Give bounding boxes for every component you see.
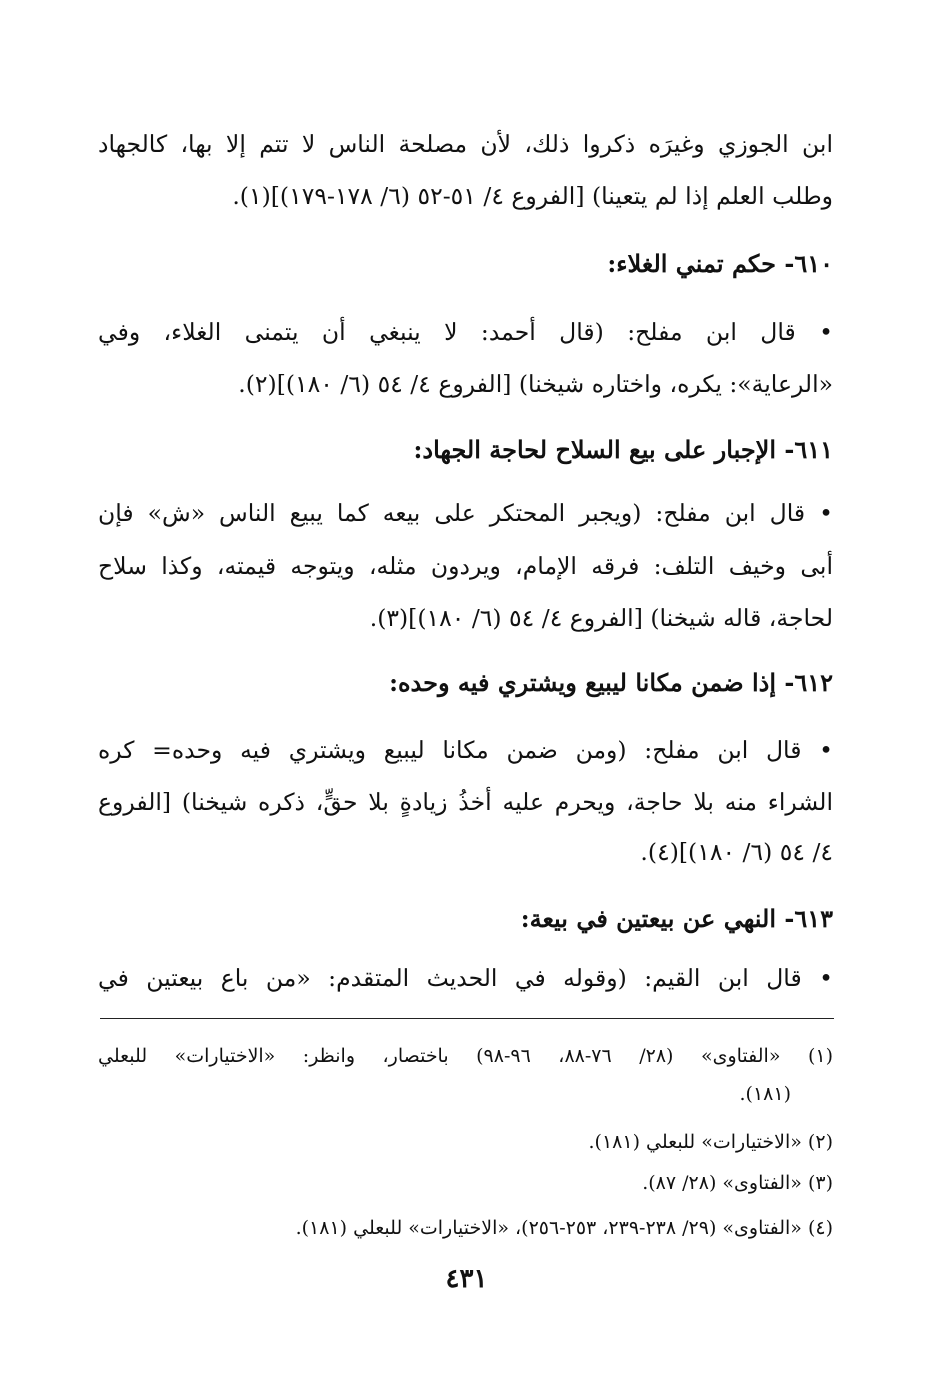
footnote-separator bbox=[100, 1018, 834, 1019]
body-line: • قال ابن القيم: (وقوله في الحديث المتقدم: «من باع بيعتين في bbox=[98, 964, 833, 992]
body-line: أبى وخيف التلف: فرقه الإمام، ويردون مثله، ويتوجه قيمته، وكذا سلاح bbox=[98, 552, 833, 580]
footnote-1-continuation: (١٨١). bbox=[739, 1083, 791, 1105]
section-heading-611: ٦١١- الإجبار على بيع السلاح لحاجة الجهاد: bbox=[413, 435, 833, 464]
section-heading-612: ٦١٢- إذا ضمن مكانا ليبيع ويشتري فيه وحده: bbox=[389, 668, 833, 697]
body-line: • قال ابن مفلح: (ومن ضمن مكانا ليبيع ويشتري فيه وحده= كره bbox=[98, 736, 833, 764]
body-line: الشراء منه بلا حاجة، ويحرم عليه أخذُ زيادةٍ بلا حقٍّ، ذكره شيخنا) [الفروع bbox=[98, 788, 833, 816]
body-line: وطلب العلم إذا لم يتعينا) [الفروع ٤/ ٥١-٥٢ (٦/ ١٧٨-١٧٩)](١). bbox=[232, 182, 833, 210]
body-line: لحاجة، قاله شيخنا) [الفروع ٤/ ٥٤ (٦/ ١٨٠)](٣). bbox=[369, 604, 833, 632]
body-line: ٤/ ٥٤ (٦/ ١٨٠)](٤). bbox=[640, 838, 833, 866]
footnote-4: (٤) «الفتاوى» (٢٩/ ٢٣٨-٢٣٩، ٢٥٣-٢٥٦)، «الاختيارات» للبعلي (١٨١). bbox=[295, 1217, 833, 1239]
body-line: «الرعاية»: يكره، واختاره شيخنا) [الفروع ٤/ ٥٤ (٦/ ١٨٠)](٢). bbox=[238, 370, 833, 398]
body-line: • قال ابن مفلح: (قال أحمد: لا ينبغي أن يتمنى الغلاء، وفي bbox=[98, 318, 833, 346]
page-number: ٤٣١ bbox=[445, 1264, 488, 1294]
footnote-2: (٢) «الاختيارات» للبعلي (١٨١). bbox=[588, 1131, 833, 1153]
body-line: ابن الجوزي وغيرَه ذكروا ذلك، لأن مصلحة الناس لا تتم إلا بها، كالجهاد bbox=[98, 130, 833, 158]
footnote-3: (٣) «الفتاوى» (٢٨/ ٨٧). bbox=[642, 1172, 833, 1194]
section-heading-610: ٦١٠- حكم تمني الغلاء: bbox=[607, 249, 833, 278]
footnote-1: (١) «الفتاوى» (٢٨/ ٧٦-٨٨، ٩٦-٩٨) باختصار، وانظر: «الاختيارات» للبعلي bbox=[98, 1045, 833, 1067]
section-heading-613: ٦١٣- النهي عن بيعتين في بيعة: bbox=[520, 904, 833, 933]
body-line: • قال ابن مفلح: (ويجبر المحتكر على بيعه كما يبيع الناس «ش» فإن bbox=[98, 499, 833, 527]
